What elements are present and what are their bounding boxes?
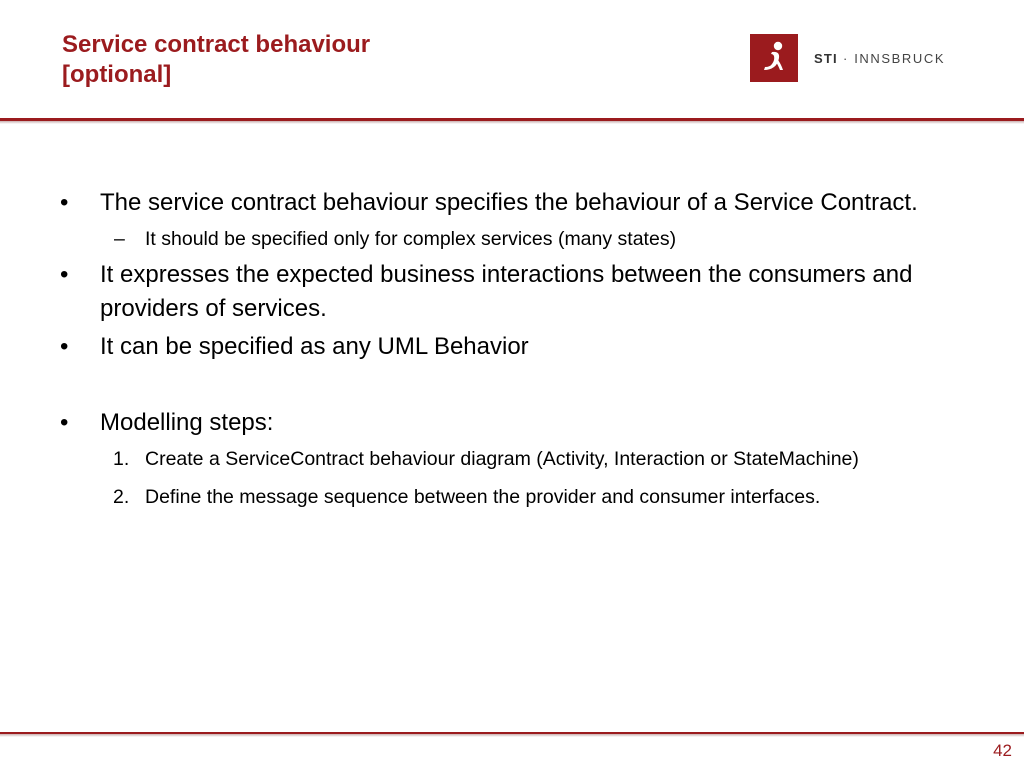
- sti-logo-brand: STI: [814, 50, 838, 66]
- dash-icon: –: [114, 228, 125, 250]
- bullet-text: It can be specified as any UML Behavior: [100, 333, 529, 360]
- numbered-step: [60, 444, 960, 474]
- bullet-text: It expresses the expected business interactions between the consumers and providers of services.: [100, 261, 913, 322]
- step-text: Create a ServiceContract behaviour diagram (Activity, Interaction or StateMachine): [145, 448, 859, 470]
- slide-title: [62, 30, 370, 90]
- numbered-step: [60, 482, 960, 512]
- header-divider-shadow: [0, 121, 1024, 124]
- page-number: 42: [993, 741, 1012, 760]
- sub-bullet-text: It should be specified only for complex services (many states): [145, 228, 677, 250]
- sub-bullet-item: [60, 224, 960, 254]
- sti-logo: [750, 34, 945, 82]
- bullet-item: [60, 186, 960, 220]
- slide-title-line1: Service contract behaviour: [62, 31, 371, 58]
- step-text: Define the message sequence between the provider and consumer interfaces.: [145, 486, 821, 508]
- bullet-item: [60, 406, 960, 440]
- bullet-text: Modelling steps:: [100, 409, 274, 436]
- spacer: [60, 368, 960, 406]
- sti-logo-location: INNSBRUCK: [854, 50, 946, 66]
- step-number: 1.: [113, 448, 130, 470]
- slide-title-line2: [optional]: [62, 61, 172, 88]
- bullet-icon: •: [60, 409, 69, 436]
- bullet-icon: •: [60, 261, 69, 288]
- step-number: 2.: [113, 486, 130, 508]
- bullet-item: [60, 258, 960, 326]
- bullet-icon: •: [60, 333, 69, 360]
- sti-logo-separator: ·: [837, 50, 855, 66]
- footer-divider-shadow: [0, 734, 1024, 737]
- sti-logo-icon: [750, 34, 798, 82]
- sti-logo-text: [814, 51, 945, 66]
- bullet-item: [60, 330, 960, 364]
- bullet-icon: •: [60, 189, 69, 216]
- slide-body: [60, 186, 960, 520]
- bullet-text: The service contract behaviour specifies the behaviour of a Service Contract.: [100, 189, 918, 216]
